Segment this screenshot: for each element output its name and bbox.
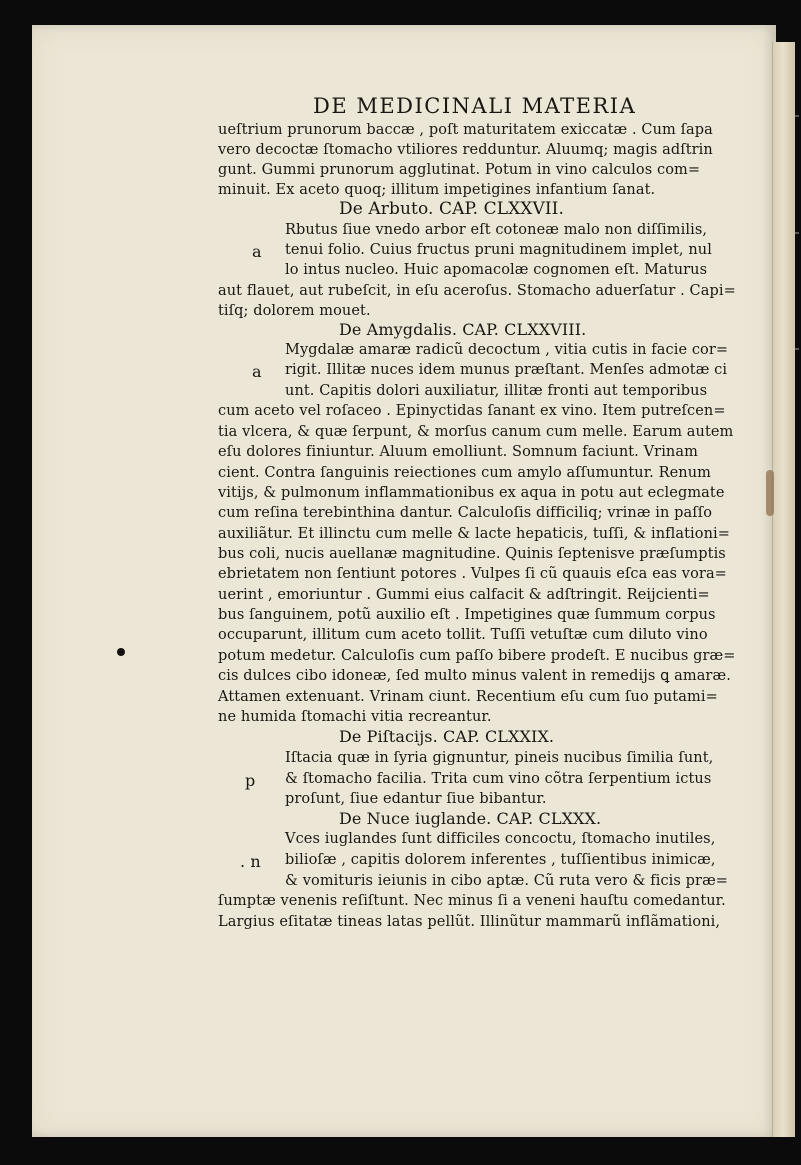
ink-dot — [117, 648, 125, 656]
text-line: cient. Contra ſanguinis reiectiones cum amylo aſſumuntur. Renum — [218, 465, 712, 481]
text-line: ſumptæ venenis reſiſtunt. Nec minus ſi a veneni hauſtu comedantur. — [218, 893, 726, 909]
text-line: bilioſæ , capitis dolorem inferentes , tuſſientibus inimicæ, — [285, 852, 716, 868]
margin-letter: p — [245, 771, 256, 790]
text-line: Mygdalæ amaræ radicũ decoctum , vitia cutis in facie cor= — [285, 342, 729, 358]
text-line: tenui folio. Cuius fructus pruni magnitudinem implet, nul — [285, 242, 712, 258]
chapter-heading: De Arbuto. CAP. CLXXVII. — [339, 199, 565, 219]
text-line: tia vlcera, & quæ ſerpunt, & morſus canum cum melle. Earum autem — [218, 424, 734, 440]
text-line: bus coli, nucis auellanæ magnitudine. Quinis ſeptenisve præſumptis — [218, 546, 726, 562]
text-line: vero decoctæ ſtomacho vtiliores redduntur. Aluumq; magis adſtrin — [218, 142, 713, 158]
text-line: Rbutus ſiue vnedo arbor eſt cotoneæ malo non diſſimilis, — [285, 222, 708, 238]
margin-letter: a — [252, 242, 262, 261]
text-line: aut flauet, aut rubeſcit, in eſu aceroſus. Stomacho aduerſatur . Capi= — [218, 283, 736, 299]
text-line: potum medetur. Calculoſis cum paſſo bibere prodeſt. E nucibus græ= — [218, 648, 736, 664]
text-line: Vces iuglandes ſunt difficiles concoctu, ſtomacho inutiles, — [285, 831, 716, 847]
chapter-heading: De Piſtacijs. CAP. CLXXIX. — [339, 727, 555, 746]
text-line: ueſtrium prunorum baccæ , poſt maturitatem exiccatæ . Cum ſapa — [218, 122, 713, 138]
text-line: vitijs, & pulmonum inflammationibus ex aqua in potu aut eclegmate — [218, 485, 725, 501]
text-line: bus ſanguinem, potũ auxilio eſt . Impetigines quæ ſummum corpus — [218, 607, 716, 623]
text-line: gunt. Gummi prunorum agglutinat. Potum in vino calculos com= — [218, 162, 701, 178]
text-line: cis dulces cibo idoneæ, ſed multo minus valent in remedijs ꝗ amaræ. — [218, 668, 731, 684]
chapter-heading: De Amygdalis. CAP. CLXXVIII. — [339, 320, 587, 339]
text-line: proſunt, ſiue edantur ſiue bibantur. — [285, 791, 547, 807]
text-line: lo intus nucleo. Huic apomacolæ cognomen eſt. Maturus — [285, 262, 708, 278]
edge-mark — [795, 348, 799, 350]
text-line: ebrietatem non ſentiunt potores . Vulpes ſi cũ quauis eſca eas vora= — [218, 566, 727, 582]
margin-letter: a — [252, 362, 262, 381]
text-line: & ſtomacho facilia. Trita cum vino cõtra ſerpentium ictus — [285, 771, 712, 787]
page-edge — [772, 42, 795, 1137]
text-line: unt. Capitis dolori auxiliatur, illitæ fronti aut temporibus — [285, 383, 708, 399]
edge-mark — [795, 115, 799, 117]
running-title: DE MEDICINALI MATERIA — [313, 94, 637, 118]
text-line: cum reſina terebinthina dantur. Calculoſis difficiliq; vrinæ in paſſo — [218, 505, 713, 521]
text-line: cum aceto vel roſaceo . Epinyctidas ſanant ex vino. Item putreſcen= — [218, 403, 726, 419]
text-line: & vomituris ieiunis in cibo aptæ. Cũ ruta vero & ficis præ= — [285, 873, 729, 889]
text-line: auxiliãtur. Et illinctu cum melle & lacte hepaticis, tuſſi, & inflationi= — [218, 526, 731, 542]
text-line: rigit. Illitæ nuces idem munus præſtant. Menſes admotæ ci — [285, 362, 728, 378]
text-line: tiſq; dolorem mouet. — [218, 303, 371, 319]
text-line: uerint , emoriuntur . Gummi eius calfacit & adſtringit. Reijcienti= — [218, 587, 710, 603]
text-line: Iſtacia quæ in ſyria gignuntur, pineis nucibus ſimilia ſunt, — [285, 750, 714, 766]
chapter-heading: De Nuce iuglande. CAP. CLXXX. — [339, 809, 602, 828]
text-line: occuparunt, illitum cum aceto tollit. Tuſſi vetuſtæ cum diluto vino — [218, 627, 708, 643]
page-stain — [766, 470, 774, 516]
text-line: Attamen extenuant. Vrinam ciunt. Recentium eſu cum ſuo putami= — [218, 689, 718, 705]
text-line: Largius eſitatæ tineas latas pellũt. Illinũtur mammarũ inflãmationi, — [218, 914, 721, 930]
text-line: ne humida ſtomachi vitia recreantur. — [218, 709, 492, 725]
text-line: minuit. Ex aceto quoq; illitum impetigines infantium ſanat. — [218, 182, 656, 198]
margin-letter: . n — [240, 852, 261, 871]
text-line: eſu dolores finiuntur. Aluum emolliunt. Somnum faciunt. Vrinam — [218, 444, 698, 460]
edge-mark — [795, 232, 799, 234]
